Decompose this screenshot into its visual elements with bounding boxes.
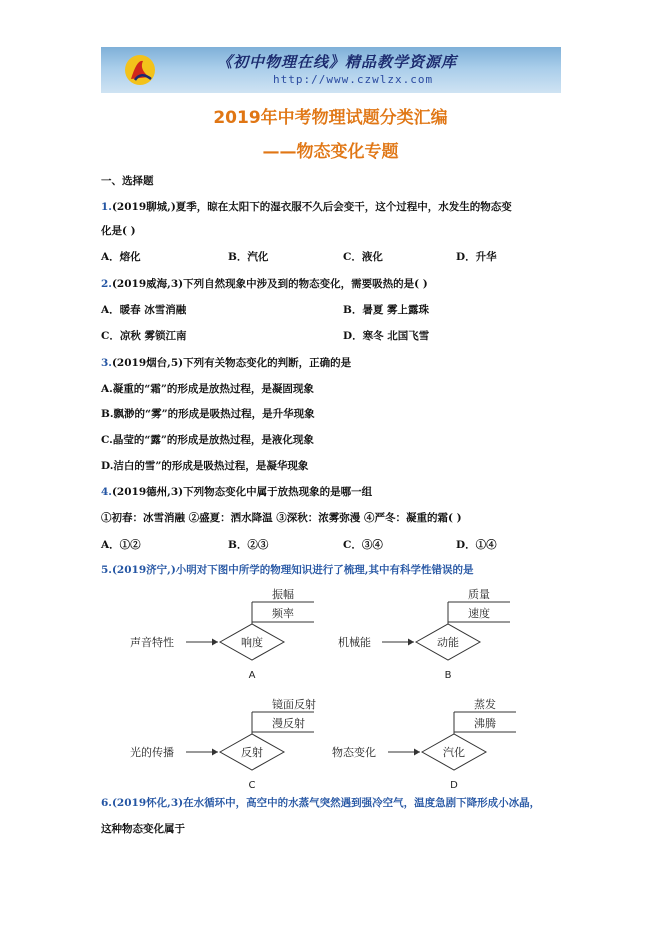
document-subtitle: ——物态变化专题 — [262, 142, 399, 162]
arrow-head-icon — [212, 639, 218, 646]
diagram-a — [130, 587, 314, 681]
question-2 — [101, 276, 428, 291]
q3-choice-d: D.洁白的雪”的形成是吸热过程，是凝华现象 — [101, 460, 309, 472]
diagram-letter: C — [248, 780, 256, 790]
banner-url: http://www.czwlzx.com — [273, 73, 434, 86]
q2-option-b: B．暑夏 雾上露珠 — [343, 304, 430, 316]
question-number: 4. — [101, 486, 112, 498]
q2-option-a: A．暖春 冰雪消融 — [101, 304, 187, 316]
question-text: (2019威海,3)下列自然现象中涉及到的物态变化，需要吸热的是( ) — [111, 278, 428, 290]
question-6 — [101, 795, 540, 810]
diagram-bottom-label: 沸腾 — [474, 717, 496, 730]
diagram-left-label: 机械能 — [338, 636, 371, 649]
question-1 — [101, 199, 512, 214]
diagram-center-label: 反射 — [241, 746, 263, 759]
section-heading: 一、选择题 — [101, 175, 154, 187]
q2-option-d: D．寒冬 北国飞雪 — [343, 330, 430, 342]
diagram-left-label: 声音特性 — [130, 636, 174, 649]
q1-option-c: C．液化 — [343, 251, 383, 263]
question-text: (2019烟台,5)下列有关物态变化的判断，正确的是 — [111, 357, 352, 369]
question-4-line-2: ①初春：冰雪消融 ②盛夏：洒水降温 ③深秋：浓雾弥漫 ④严冬：凝重的霜( ) — [101, 512, 462, 524]
question-number: 3. — [101, 357, 112, 369]
question-3 — [101, 355, 351, 370]
question-text: (2019济宁,)小明对下图中所学的物理知识进行了梳理,其中有科学性错误的是 — [111, 564, 474, 576]
q3-choice-c: C.晶莹的“露”的形成是放热过程，是液化现象 — [101, 434, 314, 446]
q4-option-b: B．②③ — [228, 539, 269, 551]
arrow-head-icon — [212, 749, 218, 756]
q4-option-a: A．①② — [101, 539, 141, 551]
concept-diagrams — [0, 580, 661, 790]
diagram-top-label: 镜面反射 — [272, 698, 316, 711]
question-number: 5. — [101, 564, 112, 576]
diagram-center-label: 响度 — [241, 636, 263, 649]
q1-option-a: A．熔化 — [101, 251, 141, 263]
question-1-line-2: 化是( ) — [101, 225, 136, 237]
question-text: (2019聊城,)夏季，晾在太阳下的湿衣服不久后会变干，这个过程中，水发生的物态变 — [111, 201, 512, 213]
q4-option-c: C．③④ — [343, 539, 383, 551]
diagram-letter: D — [450, 780, 458, 790]
question-text: (2019德州,3)下列物态变化中属于放热现象的是哪一组 — [111, 486, 373, 498]
document-title: 2019年中考物理试题分类汇编 — [213, 108, 448, 128]
diagram-b — [338, 587, 510, 681]
diagram-bottom-label: 漫反射 — [272, 717, 305, 730]
diagram-left-label: 光的传播 — [130, 746, 174, 759]
q1-option-d: D．升华 — [456, 251, 497, 263]
diagram-d — [332, 697, 516, 790]
question-number: 6. — [101, 797, 112, 809]
diagram-c — [130, 697, 316, 790]
question-number: 2. — [101, 278, 112, 290]
header-banner — [101, 47, 561, 93]
q2-option-c: C．凉秋 雾锁江南 — [101, 330, 187, 342]
q3-choice-a: A.凝重的“霜”的形成是放热过程，是凝固现象 — [101, 383, 314, 395]
q4-option-d: D．①④ — [456, 539, 497, 551]
diagram-top-label: 质量 — [468, 588, 490, 601]
banner-title: 《初中物理在线》精品教学资源库 — [217, 53, 458, 71]
diagram-top-label: 振幅 — [272, 588, 294, 601]
diagram-top-label: 蒸发 — [474, 698, 496, 711]
diagram-center-label: 汽化 — [443, 746, 465, 759]
arrow-head-icon — [408, 639, 414, 646]
diagram-bottom-label: 频率 — [272, 607, 294, 620]
diagram-bottom-label: 速度 — [468, 607, 490, 620]
diagram-center-label: 动能 — [437, 636, 459, 649]
site-logo-icon — [123, 53, 157, 87]
diagram-left-label: 物态变化 — [332, 746, 376, 759]
question-text: (2019怀化,3)在水循环中，高空中的水蒸气突然遇到强冷空气，温度急剧下降形成小冰晶， — [111, 797, 541, 809]
diagram-letter: B — [444, 670, 452, 681]
diagram-letter: A — [248, 670, 256, 681]
question-4 — [101, 484, 372, 499]
question-number: 1. — [101, 201, 112, 213]
arrow-head-icon — [414, 749, 420, 756]
question-6-line-2: 这种物态变化属于 — [101, 823, 185, 835]
q1-option-b: B．汽化 — [228, 251, 269, 263]
q3-choice-b: B.飘渺的“雾”的形成是吸热过程，是升华现象 — [101, 408, 315, 420]
question-5 — [101, 562, 473, 577]
